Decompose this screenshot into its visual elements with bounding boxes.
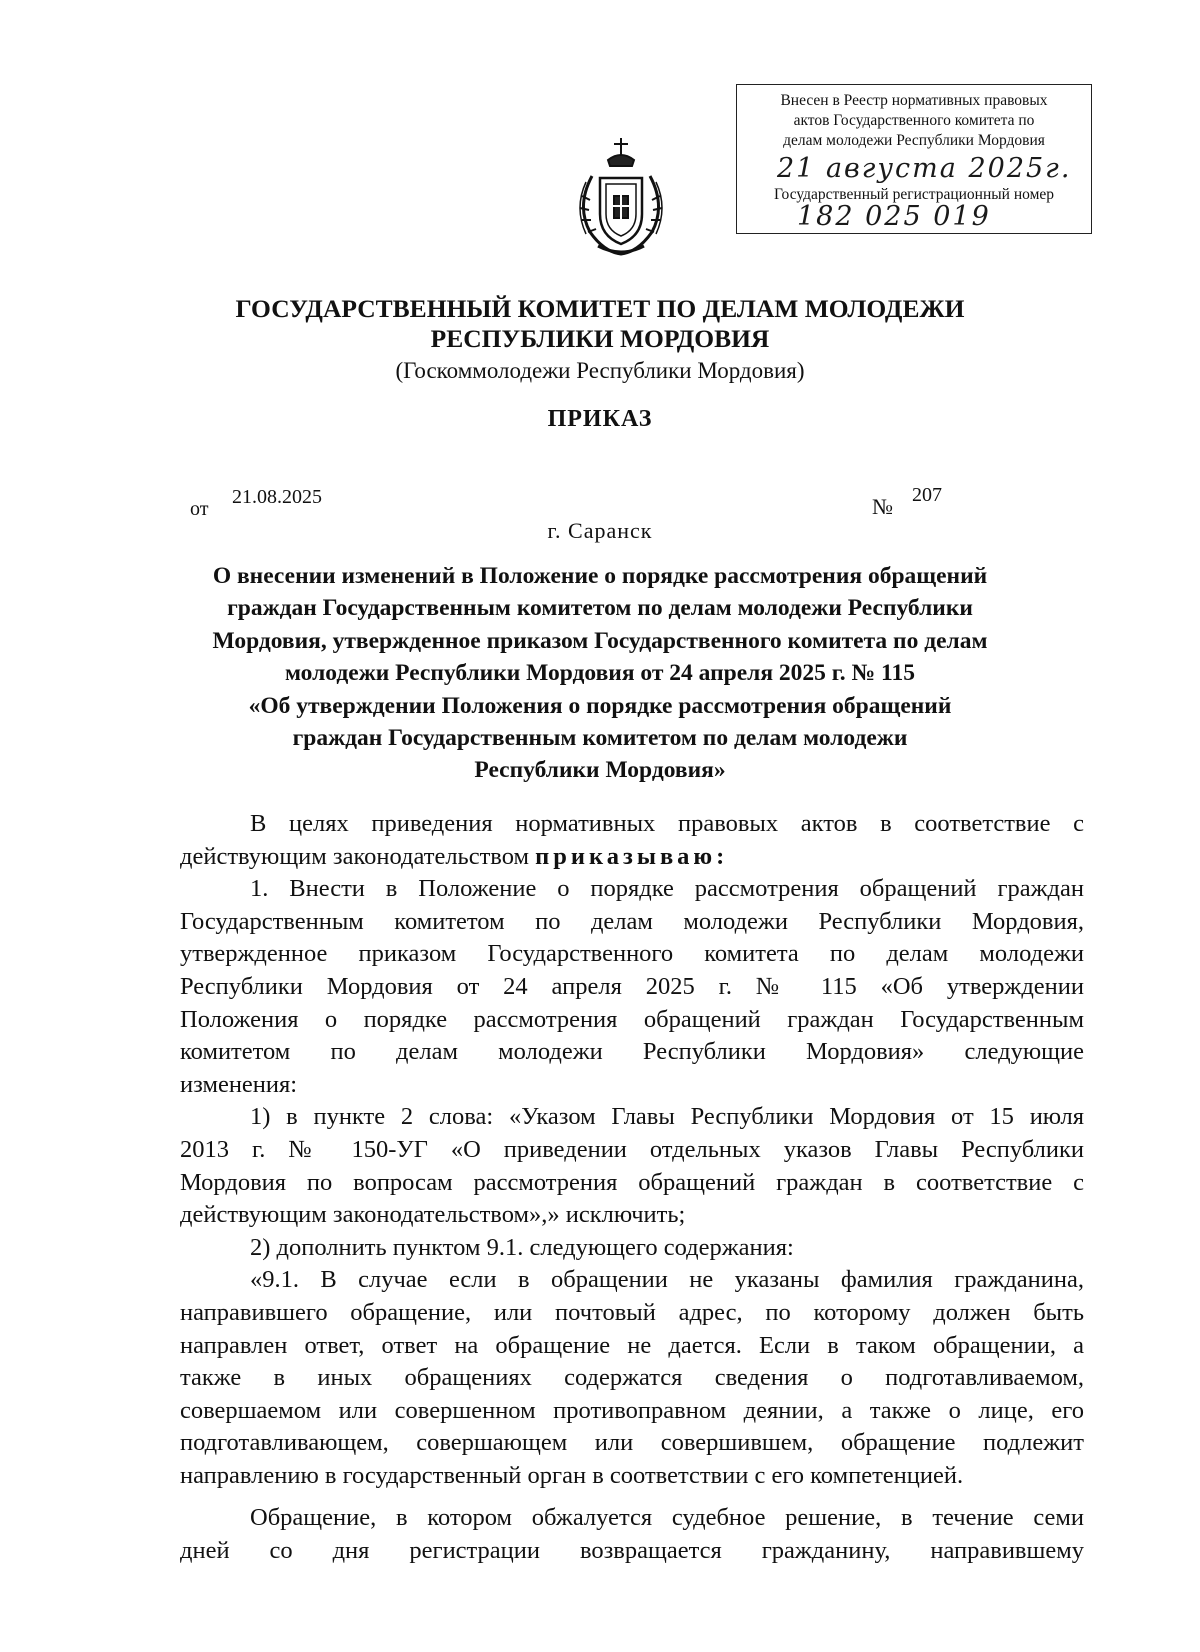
body-line: действующим законодательством»,» исключить; [180,1201,686,1229]
subject-line: Мордовия, утвержденное приказом Государственного комитета по делам [212,627,988,654]
body-line [180,841,1084,874]
body-line: 2013 г. № 150-УГ «О приведении отдельных указов Главы Республики [180,1135,1084,1163]
number-prefix: № [872,494,893,519]
body-text: действующим законодательством [180,842,536,870]
subject-line: молодежи Республики Мордовия от 24 апреля 2025 г. № 115 [284,660,915,687]
subject-line: граждан Государственным комитетом по делам молодежи Республики [227,595,973,622]
subject-line: Республики Мордовия» [474,757,726,784]
body-line: Обращение, в котором обжалуется судебное решение, в течение семи [250,1504,1084,1532]
body-line: комитетом по делам молодежи Республики Мордовия» следующие [180,1038,1084,1066]
coat-of-arms-icon [572,136,670,258]
body-line: совершаемом или совершенном противоправном деянии, а также о лице, его [180,1396,1084,1424]
body-line: Мордовия по вопросам рассмотрения обращений граждан в соответствие с [180,1168,1084,1196]
organization-title-line2: РЕСПУБЛИКИ МОРДОВИЯ [430,324,770,353]
body-line: дней со дня регистрации возвращается гражданину, направившему [180,1537,1084,1565]
stamp-handwritten-date: 21 августа 2025г. [777,153,1072,184]
body-line: 1) в пункте 2 слова: «Указом Главы Республики Мордовия от 15 июля [250,1103,1084,1131]
document-number: 207 [912,484,942,506]
body-line: утвержденное приказом Государственного комитета по делам молодежи [180,940,1084,968]
document-type: ПРИКАЗ [547,406,653,432]
body-line: Государственным комитетом по делам молодежи Республики Мордовия, [180,907,1084,935]
subject-line: граждан Государственным комитетом по делам молодежи [292,725,908,752]
stamp-line: Внесен в Реестр нормативных правовых [780,92,1048,109]
command-word: приказываю: [535,842,729,870]
document-date: 21.08.2025 [232,486,322,508]
body-line: также в иных обращениях содержатся сведения о подготавливаемом, [180,1364,1084,1392]
body-line: Положения о порядке рассмотрения обращений граждан Государственным [180,1005,1084,1033]
organization-title-line1: ГОСУДАРСТВЕННЫЙ КОМИТЕТ ПО ДЕЛАМ МОЛОДЕЖИ [235,294,965,323]
document-subject [0,560,1200,787]
stamp-reg-label: Государственный регистрационный номер [773,186,1055,203]
subject-line: О внесении изменений в Положение о порядке рассмотрения обращений [212,563,988,589]
body-line: направлению в государственный орган в соответствии с его компетенцией. [180,1461,964,1489]
body-line: Республики Мордовия от 24 апреля 2025 г. № 115 «Об утверждении [180,972,1084,1000]
date-prefix: от [190,498,209,520]
stamp-line: делам молодежи Республики Мордовия [783,132,1045,149]
body-line: направившего обращение, или почтовый адрес, по которому должен быть [180,1298,1084,1326]
organization-short-name: (Госкоммолодежи Республики Мордовия) [395,358,805,383]
document-body [180,808,1084,1568]
body-line: «9.1. В случае если в обращении не указаны фамилия гражданина, [250,1266,1084,1294]
body-line: В целях приведения нормативных правовых актов в соответствие с [250,810,1084,837]
body-line: изменения: [180,1070,298,1098]
body-line: 1. Внести в Положение о порядке рассмотрения обращений граждан [250,875,1084,903]
body-line: направлен ответ, ответ на обращение не дается. Если в таком обращении, а [180,1331,1084,1359]
body-line: подготавливающем, совершающем или совершившем, обращение подлежит [180,1429,1084,1457]
body-line: 2) дополнить пунктом 9.1. следующего содержания: [250,1233,794,1261]
stamp-handwritten-number: 182 025 019 [797,201,991,232]
subject-line: «Об утверждении Положения о порядке рассмотрения обращений [248,692,952,719]
organization-title [0,294,1200,354]
stamp-line: актов Государственного комитета по [793,112,1035,129]
registry-stamp [736,84,1092,234]
city: г. Саранск [547,518,653,543]
